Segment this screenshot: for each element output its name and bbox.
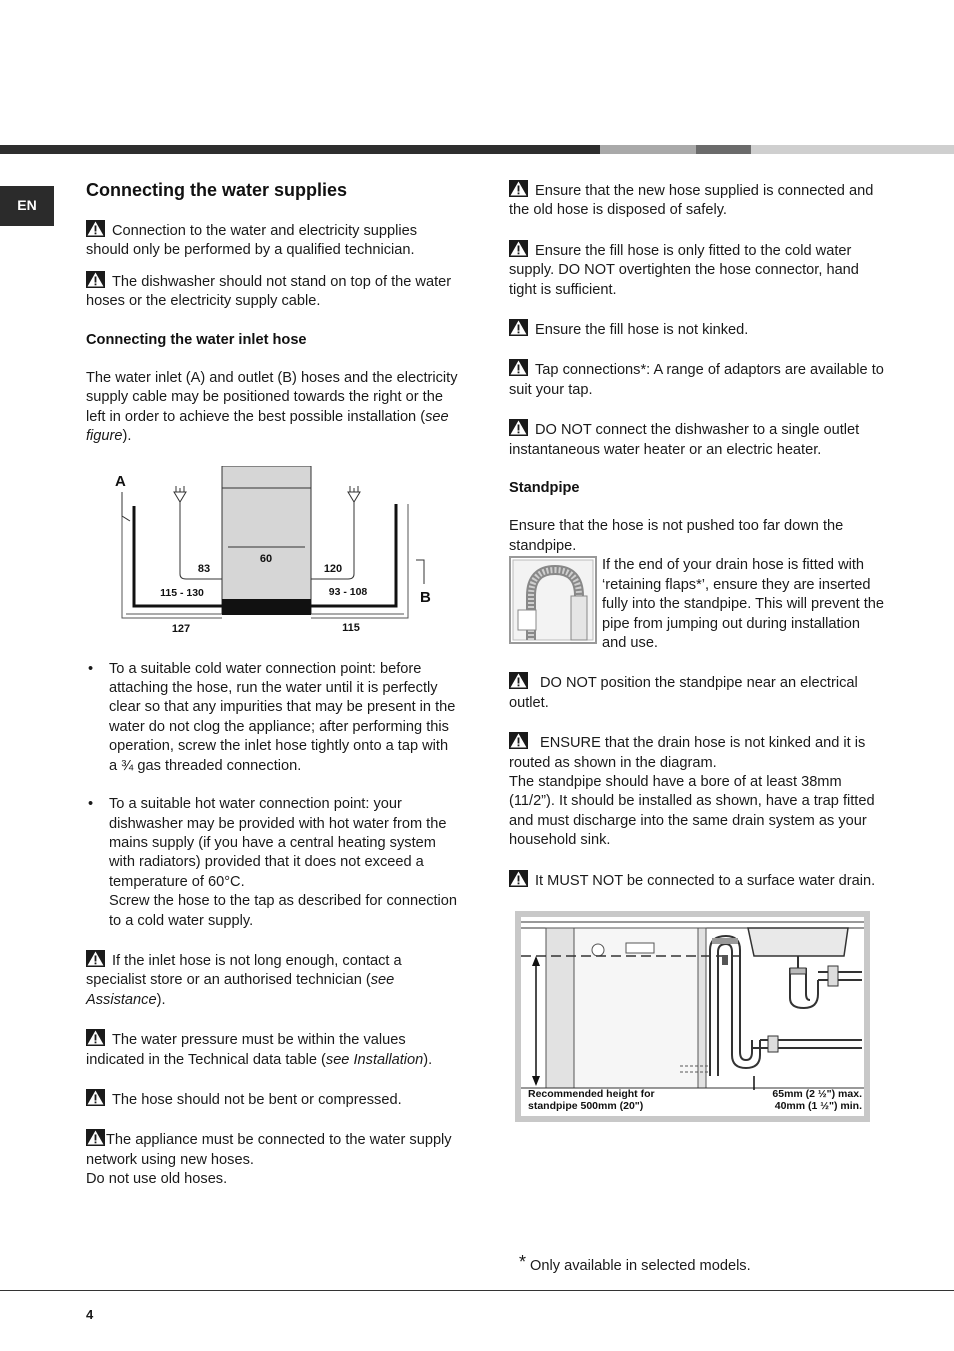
page-number: 4 (86, 1307, 94, 1322)
warning-triangle-icon (86, 1089, 105, 1106)
warning-drain-hose-routing: ENSURE that the drain hose is not kinked and it is routed as shown in the diagram. The standpipe should have a bore of at least 38mm (11/2”). It should be installed as shown, have a trap fitted and must discharge into the same drain system as your household sink. (509, 732, 887, 850)
warning-standpipe-electrical-outlet: DO NOT position the standpipe near an electrical outlet. (509, 672, 887, 713)
warning-fill-hose-not-kinked: Ensure the fill hose is not kinked. (509, 319, 887, 340)
dim-120: 120 (323, 562, 343, 575)
warning-triangle-icon (509, 672, 528, 689)
dim-60: 60 (259, 552, 273, 565)
warning-triangle-icon (509, 319, 528, 336)
warning-triangle-icon (86, 1029, 105, 1046)
warning-triangle-icon (86, 271, 105, 288)
dim-115: 115 (342, 621, 360, 634)
dim-115-130: 115 - 130 (160, 586, 204, 599)
warning-inlet-hose-length: If the inlet hose is not long enough, contact a specialist store or an authorised technician (see Assistance). (86, 950, 460, 1010)
standpipe-height-diagram (514, 910, 871, 1123)
dim-93-108: 93 - 108 (328, 585, 368, 598)
warning-new-hoses: The appliance must be connected to the water supply network using new hoses. Do not use old hoses. (86, 1129, 460, 1189)
warning-hose-not-bent: The hose should not be bent or compressed. (86, 1089, 460, 1110)
label-a: A (115, 472, 126, 490)
warning-triangle-icon (509, 870, 528, 887)
standpipe-height-label-1: Recommended height for (528, 1087, 655, 1100)
list-item: • To a suitable cold water connection point: before attaching the hose, run the water until it is perfectly clear so that any impurities that may be present in the water do not clog the appliance; after performing this operation, screw the inlet hose tightly onto a tap with a ¾ gas threaded connection. (86, 660, 460, 776)
page-title: Connecting the water supplies (86, 180, 348, 200)
section-heading-standpipe: Standpipe (509, 480, 580, 497)
warning-qualified-technician: Connection to the water and electricity supplies should only be performed by a qualified technician. (86, 220, 460, 261)
warning-triangle-icon (509, 359, 528, 376)
label-b: B (420, 588, 431, 606)
warning-tap-adaptors: Tap connections*: A range of adaptors are available to suit your tap. (509, 359, 887, 400)
footnote: * Only available in selected models. (519, 1252, 751, 1274)
footnote-star: * (519, 1252, 527, 1272)
standpipe-retaining-flaps (509, 556, 887, 653)
warning-water-pressure: The water pressure must be within the values indicated in the Technical data table (see Installation). (86, 1029, 460, 1070)
standpipe-intro: Ensure that the hose is not pushed too far down the standpipe. (509, 518, 844, 554)
warning-triangle-icon (86, 950, 105, 967)
warning-triangle-icon (509, 419, 528, 436)
hose-position-diagram-svg (86, 466, 460, 641)
warning-do-not-stand-on-hoses: The dishwasher should not stand on top of the water hoses or the electricity supply cable. (86, 271, 460, 312)
standpipe-flaps-text: If the end of your drain hose is fitted with ‘retaining flaps*’, ensure they are inserted fully into the standpipe. This will prevent the pipe from jumping out during installation and use. (602, 557, 885, 651)
trap-depth-max-label: 65mm (2 ½") max. (772, 1087, 862, 1100)
warning-triangle-icon (86, 220, 105, 237)
warning-triangle-icon (86, 1129, 105, 1146)
warning-triangle-icon (509, 732, 528, 749)
language-tab: EN (0, 186, 54, 226)
left-column (86, 178, 460, 1209)
header-color-bar (0, 145, 954, 154)
warning-triangle-icon (509, 180, 528, 197)
warning-cold-supply-only: Ensure the fill hose is only fitted to the cold water supply. DO NOT overtighten the hose connector, hand tight is sufficient. (509, 240, 887, 300)
header-bar-mid (600, 145, 696, 154)
warning-new-hose-supplied: Ensure that the new hose supplied is connected and the old hose is disposed of safely. (509, 180, 887, 221)
header-bar-light (751, 145, 954, 154)
warning-triangle-icon (509, 240, 528, 257)
warning-instant-water-heater: DO NOT connect the dishwasher to a single outlet instantaneous water heater or an electric heater. (509, 419, 887, 460)
inlet-intro-paragraph: The water inlet (A) and outlet (B) hoses and the electricity supply cable may be positioned towards the right or the left in order to achieve the best possible installation (see figure). (86, 370, 458, 445)
connection-point-list (86, 660, 460, 931)
header-bar-steel (696, 145, 751, 154)
header-bar-dark (0, 145, 600, 154)
trap-depth-min-label: 40mm (1 ½") min. (774, 1099, 862, 1112)
right-column (509, 180, 887, 1142)
standpipe-image (509, 556, 597, 644)
list-item: • To a suitable hot water connection point: your dishwasher may be provided with hot water from the mains supply (if you have a central heating system with radiators) provided that it does not exceed a temperature of 60°C. Screw the hose to the tap as described for connection to a cold water supply. (86, 795, 460, 931)
footer-rule (0, 1290, 954, 1291)
standpipe-height-diagram-svg (514, 910, 871, 1123)
section-heading-inlet-hose: Connecting the water inlet hose (86, 331, 307, 348)
standpipe-height-label-2: standpipe 500mm (20") (528, 1099, 644, 1112)
warning-surface-water-drain: It MUST NOT be connected to a surface water drain. (509, 870, 887, 891)
dim-127: 127 (171, 622, 191, 635)
hose-position-diagram (86, 466, 460, 641)
dim-83: 83 (197, 562, 211, 575)
